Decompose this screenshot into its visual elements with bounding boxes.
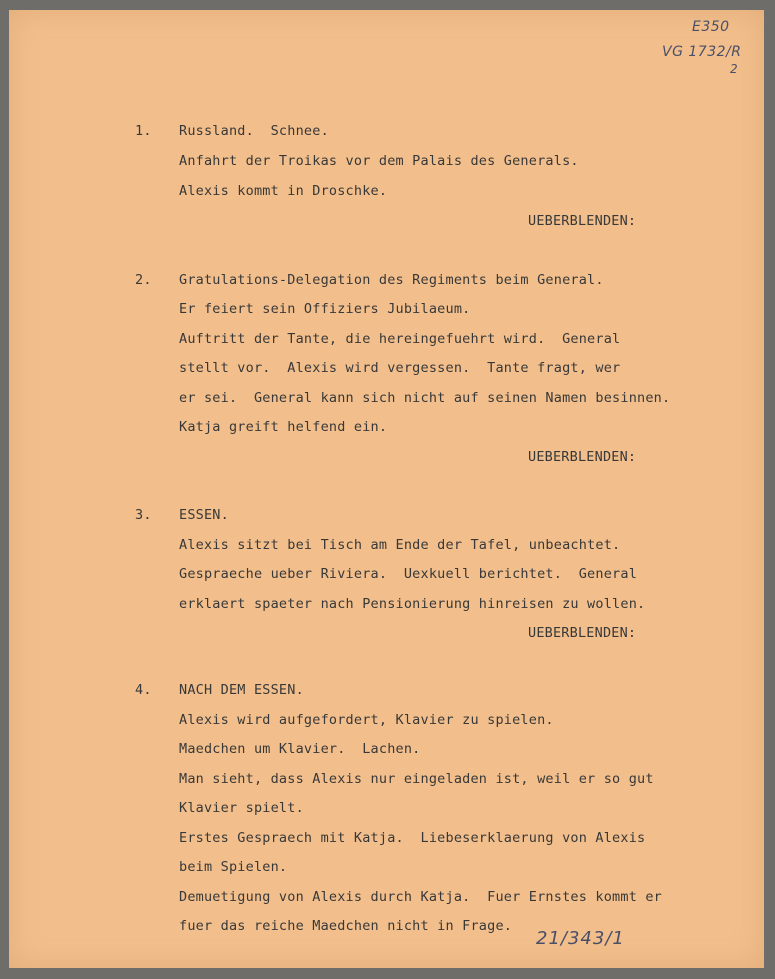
scene-line: NACH DEM ESSEN. (179, 682, 304, 698)
scene-line: erklaert spaeter nach Pensionierung hinreisen zu wollen. (179, 596, 646, 612)
scene-line: Demuetigung von Alexis durch Katja. Fuer Ernstes kommt er (179, 889, 663, 905)
scene-line: stellt vor. Alexis wird vergessen. Tante fragt, wer (179, 360, 621, 376)
scene-line: Katja greift helfend ein. (179, 419, 388, 435)
scene-number: 4. (135, 682, 152, 698)
scene-line: Alexis sitzt bei Tisch am Ende der Tafel, unbeachtet. (179, 537, 621, 553)
transition-label: UEBERBLENDEN: (528, 449, 637, 465)
scene-line: Man sieht, dass Alexis nur eingeladen ist, weil er so gut (179, 771, 654, 787)
scene-line: fuer das reiche Maedchen nicht in Frage. (179, 918, 513, 934)
scene-line: Er feiert sein Offiziers Jubilaeum. (179, 301, 471, 317)
folio-number: 21/343/1 (536, 928, 625, 949)
scene-line: ESSEN. (179, 507, 229, 523)
scene-line: Erstes Gespraech mit Katja. Liebeserklaerung von Alexis (179, 830, 646, 846)
transition-label: UEBERBLENDEN: (528, 625, 637, 641)
scene-number: 1. (135, 123, 152, 139)
scene-line: Russland. Schnee. (179, 123, 329, 139)
transition-label: UEBERBLENDEN: (528, 213, 637, 229)
archive-code-1: E350 (692, 19, 730, 35)
scene-line: Maedchen um Klavier. Lachen. (179, 741, 421, 757)
scene-line: Auftritt der Tante, die hereingefuehrt wird. General (179, 331, 621, 347)
scene-line: beim Spielen. (179, 859, 288, 875)
scene-number: 3. (135, 507, 152, 523)
scene-line: er sei. General kann sich nicht auf seinen Namen besinnen. (179, 390, 671, 406)
scene-line: Gratulations-Delegation des Regiments beim General. (179, 272, 604, 288)
scene-number: 2. (135, 272, 152, 288)
scene-line: Gespraeche ueber Riviera. Uexkuell berichtet. General (179, 566, 638, 582)
archive-code-2: VG 1732/R (662, 44, 742, 60)
scene-line: Alexis kommt in Droschke. (179, 183, 388, 199)
archive-code-3: 2 (730, 62, 739, 76)
scene-line: Anfahrt der Troikas vor dem Palais des Generals. (179, 153, 579, 169)
scene-line: Alexis wird aufgefordert, Klavier zu spielen. (179, 712, 554, 728)
scene-line: Klavier spielt. (179, 800, 304, 816)
